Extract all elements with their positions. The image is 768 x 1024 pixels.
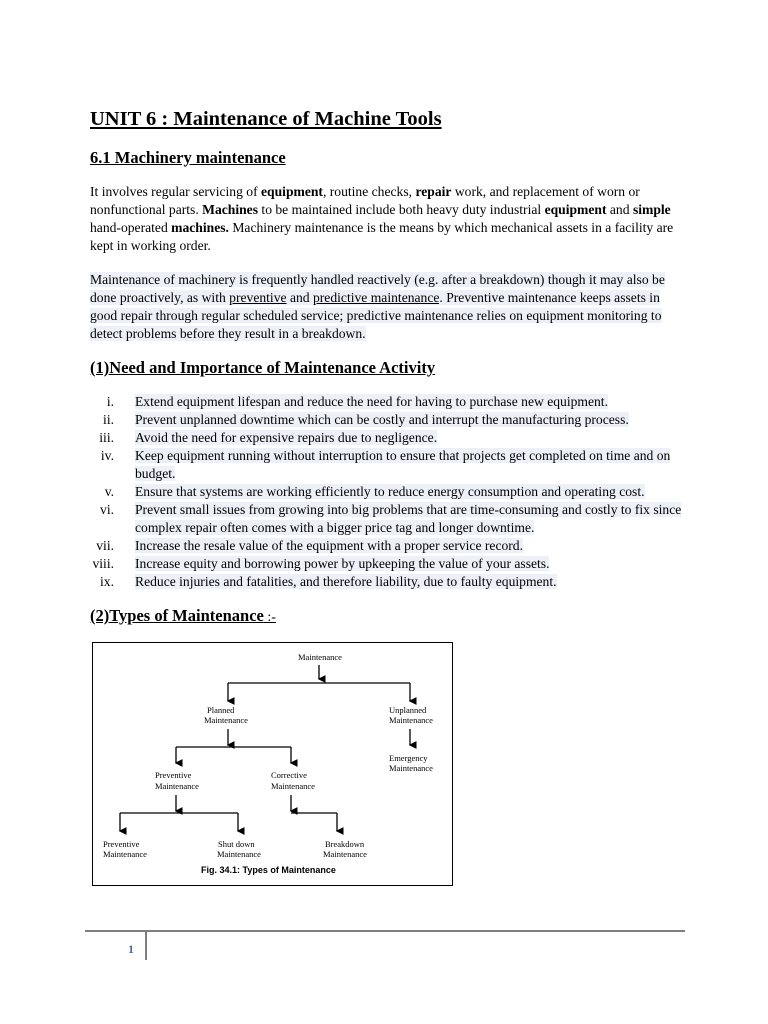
list-item: i. Extend equipment lifespan and reduce the need for having to purchase new equipment. [106,394,608,409]
node-preventive-line2: Maintenance [155,781,199,791]
section-heading-need-importance: (1)Need and Importance of Maintenance Activity [90,358,436,377]
paragraph-definition: It involves regular servicing of equipment, routine checks, repair work, and replacement of worn or nonfunctional parts. Machines to be maintained include both heavy duty industrial equipment and simple hand-operated machines. Machinery maintenance is the means by which mechanical assets in a facility are kept in working order. [90,184,674,253]
node-corrective-line2: Maintenance [271,781,315,791]
section-heading-machinery-maintenance: 6.1 Machinery maintenance [90,148,286,167]
list-item: viii. Increase equity and borrowing power by upkeeping the value of your assets. [92,556,550,571]
figure-connectors [120,665,410,831]
list-item: iii. Avoid the need for expensive repairs due to negligence. [99,430,438,445]
list-item: v. Ensure that systems are working efficiently to reduce energy consumption and operating cost. [104,484,645,499]
node-breakdown-line2: Maintenance [323,849,367,859]
node-emergency-line2: Maintenance [389,763,433,773]
node-shutdown-line1: Shut down [218,839,255,849]
footer-vertical-bar [145,932,147,960]
node-maintenance: Maintenance [298,652,342,662]
list-item: iv. Keep equipment running without interruption to ensure that projects get completed on time and on budget. [100,448,671,481]
link-predictive-maintenance[interactable]: predictive maintenance [312,290,440,305]
figure-caption: Fig. 34.1: Types of Maintenance [201,865,336,875]
types-of-maintenance-figure [92,642,453,886]
page-title: UNIT 6 : Maintenance of Machine Tools [90,108,442,130]
list-item: vii. Increase the resale value of the equipment with a proper service record. [96,538,523,553]
need-importance-list [90,393,690,591]
list-item: ix. Reduce injuries and fatalities, and therefore liability, due to faulty equipment. [100,574,557,589]
node-shutdown-line2: Maintenance [217,849,261,859]
node-preventive-bottom-line1: Preventive [103,839,140,849]
page-number: 1 [128,942,134,956]
node-unplanned-line2: Maintenance [389,715,433,725]
node-preventive-bottom-line2: Maintenance [103,849,147,859]
node-corrective-line1: Corrective [271,770,307,780]
node-unplanned-line1: Unplanned [389,705,427,715]
node-breakdown-line1: Breakdown [325,839,365,849]
footer-divider [85,930,685,932]
node-planned-line2: Maintenance [204,715,248,725]
node-emergency-line1: Emergency [389,753,428,763]
paragraph-reactive-proactive: Maintenance of machinery is frequently handled reactively (e.g. after a breakdown) though it may also be done proactively, as with preventive and predictive maintenance. Preventive maintenance keeps assets in good repair through regular scheduled service; predictive maintenance relies on equipment monitoring to detect problems before they result in a breakdown. [90,272,665,341]
section-heading-types-of-maintenance: (2)Types of Maintenance :- [90,606,276,625]
list-item: vi. Prevent small issues from growing into big problems that are time-consuming and costly to fix since complex repair often comes with a bigger price tag and longer downtime. [100,502,682,535]
node-preventive-line1: Preventive [155,770,192,780]
list-item: ii. Prevent unplanned downtime which can be costly and interrupt the manufacturing process. [103,412,629,427]
node-planned-line1: Planned [207,705,235,715]
link-preventive[interactable]: preventive [229,290,287,305]
